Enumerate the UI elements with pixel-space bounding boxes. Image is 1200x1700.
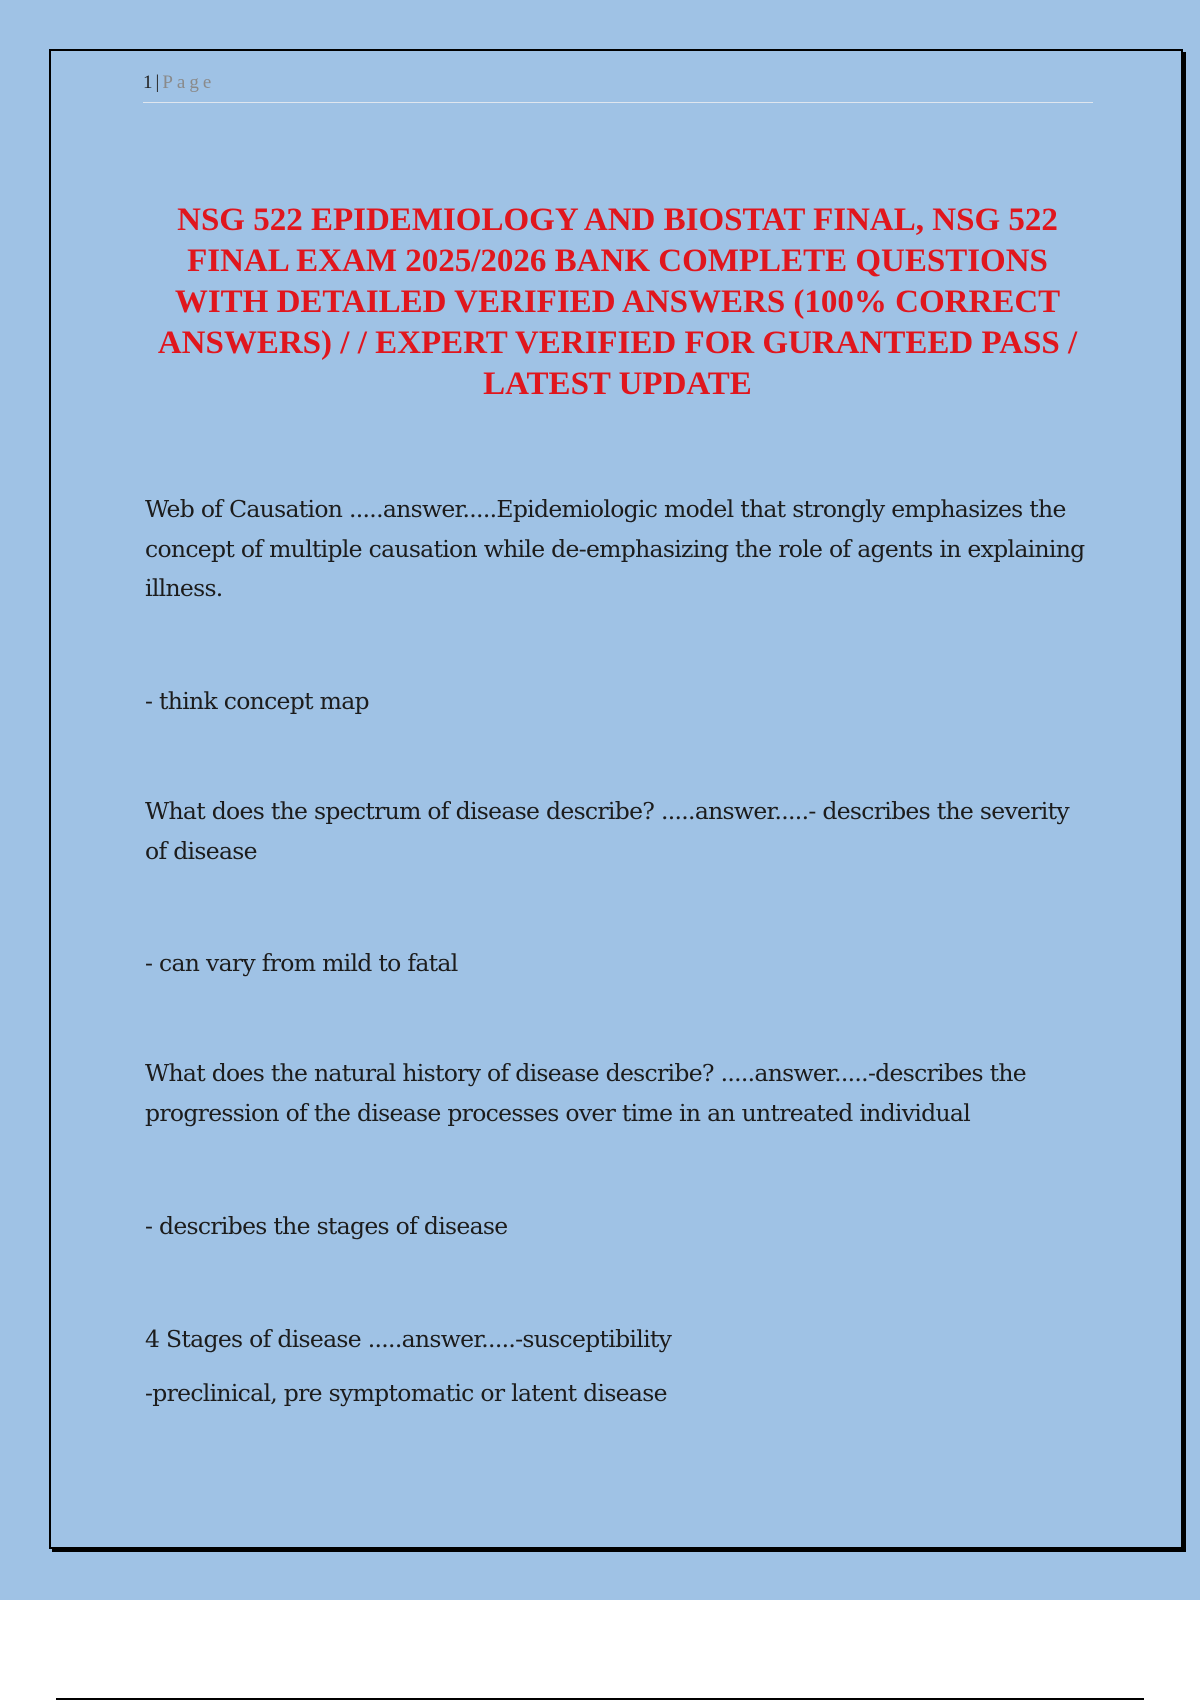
- qa-note-mild-to-fatal: - can vary from mild to fatal: [145, 949, 458, 977]
- qa-spectrum-of-disease: What does the spectrum of disease describe? .....answer.....- describes the severity of disease: [145, 797, 1069, 865]
- page-header: [143, 72, 1093, 103]
- qa-preclinical: -preclinical, pre symptomatic or latent disease: [145, 1379, 667, 1407]
- document-title: NSG 522 EPIDEMIOLOGY AND BIOSTAT FINAL, NSG 522 FINAL EXAM 2025/2026 BANK COMPLETE QUESTIONS WITH DETAILED VERIFIED ANSWERS (100% CORRECT ANSWERS) / / EXPERT VERIFIED FOR GURANTEED PASS / LATEST UPDATE: [157, 202, 1078, 402]
- qa-note-concept-map: - think concept map: [145, 687, 369, 715]
- qa-note-stages: - describes the stages of disease: [145, 1212, 508, 1240]
- qa-natural-history: What does the natural history of disease describe? .....answer.....-describes the progression of the disease processes over time in an untreated individual: [145, 1059, 1026, 1127]
- qa-web-of-causation: Web of Causation .....answer.....Epidemiologic model that strongly emphasizes the concept of multiple causation while de-emphasizing the role of agents in explaining illness.: [145, 495, 1085, 602]
- page-number: 1: [143, 72, 153, 93]
- page-separator: |: [155, 72, 160, 93]
- qa-four-stages: 4 Stages of disease .....answer.....-susceptibility: [145, 1325, 672, 1353]
- page-label: Page: [162, 72, 216, 93]
